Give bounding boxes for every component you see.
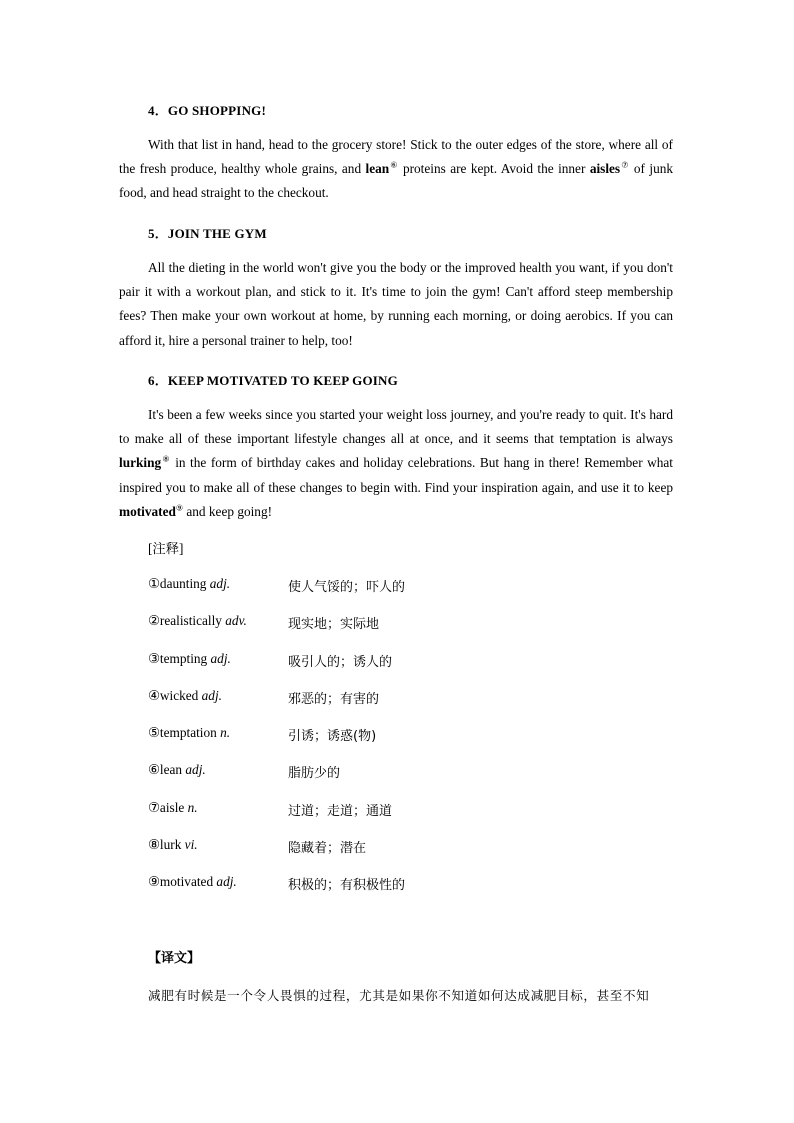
notes-title: [注释] <box>148 541 184 556</box>
paragraph-text: It's been a few weeks since you started your weight loss journey, and you're ready to quit. It's hard to make all of these important lifestyle changes all at once, and it seems that temptation is always <box>119 407 673 447</box>
note-meaning: 邪恶的；有害的 <box>288 692 380 707</box>
note-meaning: 隐藏着；潜在 <box>288 841 367 856</box>
note-term: ②realistically adv. <box>148 613 247 628</box>
note-item <box>148 725 708 745</box>
footnote-marker: ⑨ <box>175 503 184 513</box>
section-heading-join-gym: 5．JOIN THE GYM <box>148 226 267 241</box>
glossary-term: aisles <box>589 161 621 177</box>
note-item <box>148 874 708 894</box>
footnote-marker: ⑦ <box>620 160 630 170</box>
section-paragraph-go-shopping <box>119 133 673 206</box>
paragraph-text: With that list in hand, head to the grocery store! Stick to the outer edges of the store, where all of the fresh produce, healthy whole grains, and <box>119 137 673 177</box>
footnote-marker: ⑧ <box>161 454 171 464</box>
section-paragraph-join-gym <box>119 256 673 353</box>
note-term: ④wicked adj. <box>148 688 222 703</box>
note-item <box>148 613 708 633</box>
note-term: ③tempting adj. <box>148 651 231 666</box>
glossary-term: lurking <box>119 455 162 471</box>
paragraph-text: All the dieting in the world won't give you the body or the improved health you want, if you don't pair it with a workout plan, and stick to it. It's time to join the gym! Can't afford steep membership fees? Then make your own workout at home, by running each morning, or doing aerobics. If you can afford it, hire a personal trainer to help, too! <box>119 260 673 348</box>
translation-text: 减肥有时候是一个令人畏惧的过程，尤其是如果你不知道如何达成减肥目标，甚至不知 <box>148 988 650 1003</box>
note-meaning: 积极的；有积极性的 <box>288 878 406 893</box>
note-term: ①daunting adj. <box>148 576 231 591</box>
section-heading-keep-motivated: 6．KEEP MOTIVATED TO KEEP GOING <box>148 373 398 388</box>
note-meaning: 使人气馁的；吓人的 <box>288 580 406 595</box>
note-meaning: 过道；走道；通道 <box>288 804 393 819</box>
note-term: ⑨motivated adj. <box>148 874 237 889</box>
note-term: ⑧lurk vi. <box>148 837 198 852</box>
glossary-term: motivated <box>119 503 176 519</box>
section-heading-go-shopping: 4．GO SHOPPING! <box>148 103 266 118</box>
note-term: ⑥lean adj. <box>148 762 206 777</box>
footnote-marker: ⑥ <box>389 160 399 170</box>
note-meaning: 吸引人的；诱人的 <box>288 655 393 670</box>
paragraph-text: proteins are kept. Avoid the inner <box>398 161 590 177</box>
section-paragraph-keep-motivated <box>119 403 673 524</box>
note-item <box>148 651 708 671</box>
glossary-term: lean <box>365 161 390 177</box>
paragraph-text: and keep going! <box>183 503 273 519</box>
note-term: ⑦aisle n. <box>148 800 198 815</box>
note-item <box>148 576 708 596</box>
paragraph-text: in the form of birthday cakes and holiday celebrations. But hang in there! Remember what inspired you to make all of these changes to begin with. Find your inspiration again, and use it to keep <box>119 455 674 495</box>
note-item <box>148 800 708 820</box>
note-term: ⑤temptation n. <box>148 725 231 740</box>
note-meaning: 脂肪少的 <box>288 766 341 781</box>
paragraph-text: of junk food, and head straight to the checkout. <box>119 161 674 201</box>
note-item <box>148 837 708 857</box>
note-meaning: 引诱；诱惑(物) <box>288 729 377 744</box>
note-item <box>148 688 708 708</box>
translation-title: 【译文】 <box>148 951 201 966</box>
note-item <box>148 762 708 782</box>
note-meaning: 现实地；实际地 <box>288 617 380 632</box>
